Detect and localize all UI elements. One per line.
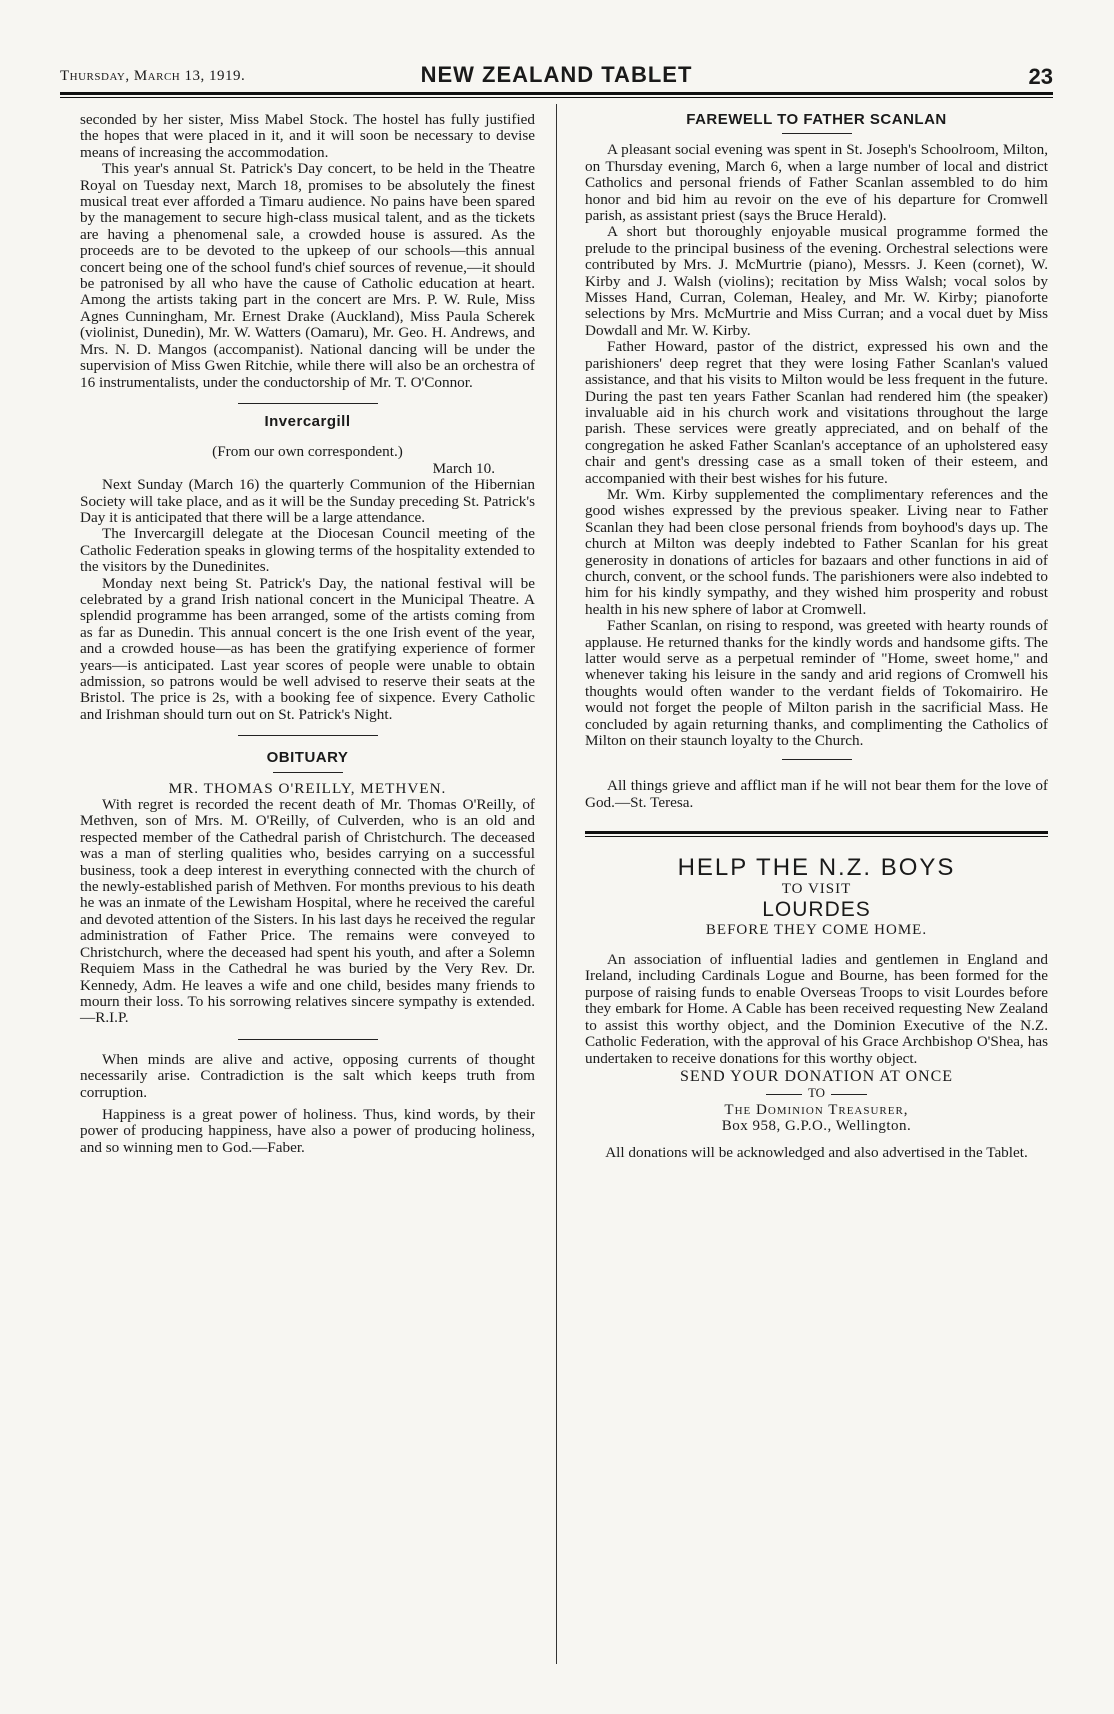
- publication-title: NEW ZEALAND TABLET: [420, 62, 693, 87]
- invercargill-heading: Invercargill: [264, 412, 351, 430]
- farewell-paragraph-1: A pleasant social evening was spent in St. Joseph's Schoolroom, Milton, on Thursday evening, March 6, when a large number of local and district Catholics and personal friends of Father Scanlan assembled to do him honor and bid him au revoir on the eve of his departure for Cromwell parish, as assistant priest (says the Bruce Herald).: [585, 141, 1048, 225]
- advert-to: TO: [807, 1085, 826, 1101]
- section-rule: [238, 735, 378, 736]
- timaru-concert-paragraph: This year's annual St. Patrick's Day concert, to be held in the Theatre Royal on Tuesday next, March 18, promises to be absolutely the finest musical treat ever afforded a Timaru audience. No pains have been spared by the management to secure high-class musical talent, and as the tickets are having a phenomenal sale, a crowded house is assured. As the proceeds are to be devoted to the upkeep of our schools—this annual concert being one of the school fund's chief sources of revenue,—it should be patronised by all who have the cause of Catholic education at heart. Among the artists taking part in the concert are Mrs. P. W. Rule, Miss Agnes Cunningham, Mr. Ernest Drake (Auckland), Miss Paula Scherek (violinist, Dunedin), Mr. W. Watters (Oamaru), Mr. Geo. H. Andrews, and Mrs. N. D. Mangos (accompanist). National dancing will be under the supervision of Miss Gwen Ritchie, while there will also be an orchestra of 16 instrumentalists, under the conductorship of Mr. T. O'Connor.: [80, 160, 535, 391]
- farewell-paragraph-5: Father Scanlan, on rising to respond, was greeted with hearty rounds of applause. He returned thanks for the kindly words and handsome gifts. The latter would serve as a perpetual reminder of "Home, sweet home," and whenever taking his leisure in the sandy and arid regions of Cromwell his thoughts would often wander to the verdant fields of Tokomairiro. He would not forget the people of Milton parish in the sacrificial Mass. He concluded by again returning thanks, and complimenting the Catholics of Milton on their staunch loyalty to the Church.: [585, 617, 1048, 750]
- advert-send-donation: SEND YOUR DONATION AT ONCE: [679, 1067, 954, 1085]
- advert-before-home: BEFORE THEY COME HOME.: [705, 921, 928, 938]
- advert-lourdes: LOURDES: [762, 897, 871, 921]
- lourdes-advert: [585, 855, 1048, 1161]
- issue-date: Thursday, March 13, 1919.: [60, 68, 246, 84]
- obituary-heading: OBITUARY: [266, 749, 349, 767]
- section-rule: [782, 759, 852, 760]
- section-rule: [238, 403, 378, 404]
- obituary-rule: [273, 772, 343, 773]
- farewell-heading: FAREWELL TO FATHER SCANLAN: [686, 111, 947, 128]
- right-column: [585, 112, 1048, 1161]
- invercargill-dateline: March 10.: [432, 459, 495, 477]
- farewell-paragraph-3: Father Howard, pastor of the district, expressed his own and the parishioners' deep regret that they were losing Father Scanlan's valued assistance, and that his visits to Milton would be less frequent in the future. During the past ten years Father Scanlan had rendered him (the speaker) invaluable aid in his church work and visitations throughout the large parish. These services were greatly appreciated, and on behalf of the congregation he asked Father Scanlan's acceptance of an upholstered easy chair and gent's dressing case as a small token of their esteem, and accompanied with their best wishes for his future.: [585, 338, 1048, 487]
- advert-body: An association of influential ladies and gentlemen in England and Ireland, including Cardinals Logue and Bourne, has been formed for the purpose of raising funds to enable Overseas Troops to visit Lourdes before they embark for Home. A Cable has been received requesting New Zealand to assist this worthy object, and the Dominion Executive of the N.Z. Catholic Federation, with the approval of his Grace Archbishop O'Shea, has undertaken to receive donations for this worthy object.: [585, 951, 1048, 1067]
- obituary-subheading: MR. THOMAS O'REILLY, METHVEN.: [168, 779, 447, 797]
- farewell-paragraph-4: Mr. Wm. Kirby supplemented the complimentary references and the good wishes expressed by the previous speaker. Living near to Father Scanlan they had been close personal friends from boyhood's days up. The church at Milton was deeply indebted to Father Scanlan for his great generosity in donations of articles for bazaars and other functions in aid of church, convent, or the school funds. The parishioners were also indebted to him for his kindly sympathy, and they wished him prosperity and robust health in his new sphere of labor at Cromwell.: [585, 485, 1048, 618]
- invercargill-paragraph-3: Monday next being St. Patrick's Day, the national festival will be celebrated by a grand Irish national concert in the Municipal Theatre. A splendid programme has been arranged, some of the artists coming from as far as Dunedin. This annual concert is the one Irish event of the year, and a crowded house—as has been the gratifying experience of former years—is anticipated. Last year scores of people were unable to obtain admission, so patrons would be well advised to reserve their seats at the Bristol. The price is 2s, with a booking fee of sixpence. Every Catholic and Irishman should turn out on St. Patrick's Night.: [80, 574, 535, 723]
- timaru-hostel-paragraph: seconded by her sister, Miss Mabel Stock. The hostel has fully justified the hopes that were placed in it, and it will soon be necessary to devise means of increasing the accommodation.: [80, 111, 535, 161]
- advert-to-visit: TO VISIT: [781, 881, 852, 898]
- advert-address: Box 958, G.P.O., Wellington.: [721, 1118, 912, 1135]
- header-rule: [60, 92, 1053, 95]
- left-column: [80, 112, 535, 1156]
- invercargill-paragraph-1: Next Sunday (March 16) the quarterly Communion of the Hibernian Society will take place, and as it will be the Sunday preceding St. Patrick's Day it is anticipated that there will be a large attendance.: [80, 476, 535, 526]
- advert-acknowledgement: All donations will be acknowledged and also advertised in the Tablet.: [605, 1143, 1028, 1161]
- advert-rule: [585, 831, 1048, 834]
- page-number: 23: [1028, 64, 1053, 89]
- masthead: [60, 62, 1053, 90]
- farewell-paragraph-2: A short but thoroughly enjoyable musical programme formed the prelude to the principal business of the evening. Orchestral selections were contributed by Mrs. J. McMurtrie (piano), Messrs. J. Keen (cornet), W. Kirby and J. Walsh (violins); recitation by Miss Walsh; vocal solos by Misses Hand, Curran, Coleman, Healey, and Mr. W. Kirby; pianoforte selections by Mrs. McMurtrie and Miss Curran; and a vocal duet by Miss Dowdall and Mr. W. Kirby.: [585, 223, 1048, 339]
- quote-faber: Happiness is a great power of holiness. Thus, kind words, by their power of producing happiness, have also a power of producing holiness, and so winning men to God.—Faber.: [80, 1105, 535, 1156]
- advert-to-row: [585, 1085, 1048, 1101]
- header-rule-thin: [60, 97, 1053, 98]
- quote-contradiction: When minds are alive and active, opposing currents of thought necessarily arise. Contradiction is the salt which keeps truth from corruption.: [80, 1050, 535, 1101]
- advert-headline: HELP THE N.Z. BOYS: [677, 854, 956, 882]
- invercargill-correspondent: (From our own correspondent.): [212, 443, 403, 461]
- quote-st-teresa: All things grieve and afflict man if he will not bear them for the love of God.—St. Teresa.: [585, 777, 1048, 811]
- section-rule: [238, 1039, 378, 1040]
- obituary-paragraph: With regret is recorded the recent death of Mr. Thomas O'Reilly, of Methven, son of Mrs. M. O'Reilly, of Culverden, who is an old and respected member of the Cathedral parish of Christchurch. The deceased was a man of sterling qualities who, besides carrying on a successful business, took a deep interest in everything connected with the church of the newly-established parish of Methven. For months previous to his death he was an inmate of the Lewisham Hospital, where he received the careful and devoted attention of the Sisters. In his last days he received the regular administration of Father Price. The remains were conveyed to Christchurch, where the deceased had spent his youth, and after a Solemn Requiem Mass in the Cathedral he was buried by the Very Rev. Dr. Kennedy, Adm. He leaves a wife and one child, besides many friends to mourn their loss. To his sorrowing relatives sincere sympathy is extended.—R.I.P.: [80, 796, 535, 1027]
- farewell-rule: [782, 133, 852, 134]
- column-divider: [556, 104, 557, 1664]
- advert-treasurer: The Dominion Treasurer,: [724, 1101, 909, 1118]
- invercargill-paragraph-2: The Invercargill delegate at the Diocesan Council meeting of the Catholic Federation speaks in glowing terms of the hospitality extended to the visitors by the Dunedinites.: [80, 525, 535, 576]
